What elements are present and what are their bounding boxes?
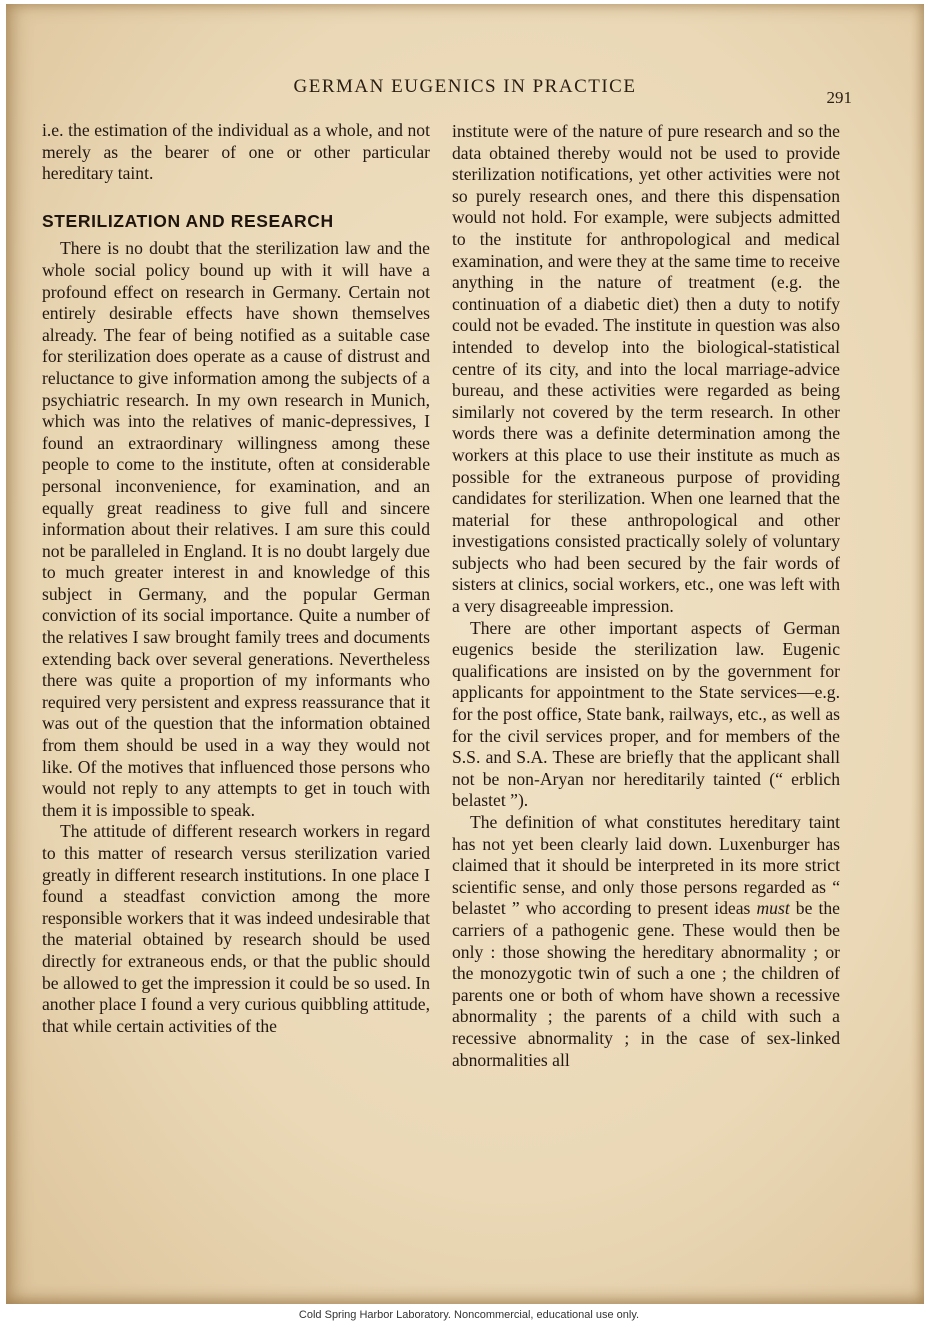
- section-heading: STERILIZATION AND RESEARCH: [42, 210, 334, 231]
- emphasized-word: must: [756, 898, 790, 919]
- paragraph-text: be the carriers of a pathogenic gene. These would then be only : those showing the hereditary abnormality ; or the monozygotic twin of such a one ; the children of parents one or both of whom have shown a recessive abnormality ; the parents of a child with such a recessive abnormality ; in the case of sex-linked abnormalities all: [452, 898, 840, 1070]
- body-paragraph: There are other important aspects of German eugenics beside the sterilization law. Eugenic qualifications are insisted on by the government for applicants for appointment to the State services—e.g. for the post office, State bank, railways, etc., as well as for the civil services proper, and for members of the S.S. and S.A. These are briefly that the applicant shall not be non-Aryan nor hereditarily tainted (“ erblich belastet ”).: [452, 617, 840, 811]
- archive-credit: Cold Spring Harbor Laboratory. Noncommercial, educational use only.: [298, 1309, 640, 1321]
- body-paragraph: There is no doubt that the sterilization law and the whole social policy bound up with it will have a profound effect on research in Germany. Certain not entirely desirable effects have shown themselves already. The fear of being notified as a suitable case for sterilization does operate as a cause of distrust and reluctance to give information among the subjects of a psychiatric research. In my own research in Munich, which was into the relatives of manic-depressives, I found an extraordinary willingness among these people to come to the institute, often at considerable personal inconvenience, for examination, and an equally great readiness to give full and sincere information about their relatives. I am sure this could not be paralleled in England. It is no doubt largely due to much greater interest in and knowledge of this subject in Germany, and the popular German conviction of its social importance. Quite a number of the relatives I saw brought family trees and documents extending back over several generations. Nevertheless there was quite a proportion of my informants who required very persistent and express reassurance that it was out of the question that the information obtained from them should be used in a way they would not like. Of the motives that influenced those persons who would not reply to any attempts to get in touch with them it is impossible to speak.: [42, 238, 430, 820]
- left-column: [42, 120, 430, 1037]
- continuation-paragraph: i.e. the estimation of the individual as a whole, and not merely as the bearer of one or other particular hereditary taint.: [42, 120, 430, 184]
- continuation-paragraph: institute were of the nature of pure research and so the data obtained thereby would not be used to provide sterilization notifications, yet other activities were not so purely research ones, and there this dispensation would not hold. For example, were subjects admitted to the institute for anthropological and medical examination, and were they at the same time to receive anything in the nature of treatment (e.g. the continuation of a diabetic diet) then a duty to notify could not be evaded. The institute in question was also intended to develop into the biological-statistical centre of its city, and into the local marriage-advice bureau, and these activities were regarded as being similarly not covered by the term research. In other words there was a definite determination among the workers at this place to use their institute as much as possible for the extraneous purpose of providing candidates for sterilization. When one learned that the material for these anthropological and other investigations consisted practically solely of voluntary subjects who had been secured by the fair words of sisters at clinics, social workers, etc., one was left with a very disagreeable impression.: [452, 121, 840, 617]
- body-paragraph: The attitude of different research workers in regard to this matter of research versus sterilization varied greatly in different research institutions. In one place I found a steadfast conviction among the more responsible workers that it was indeed undesirable that the material obtained by research should be used directly for extraneous ends, or that the public should be allowed to get the impression it could be so used. In another place I found a very curious quibbling attitude, that while certain activities of the: [42, 821, 430, 1036]
- running-title: GERMAN EUGENICS IN PRACTICE: [293, 76, 637, 97]
- page-number: 291: [826, 88, 852, 107]
- book-page: [6, 4, 924, 1304]
- body-paragraph: [452, 812, 840, 1071]
- right-column: [452, 121, 840, 1071]
- paragraph-text: The definition of what constitutes hereditary taint has not yet been clearly laid down. Luxenburger has claimed that it should be interpreted in its more strict scientific sense, and only those persons regarded as “ belastet ” who according to present ideas: [452, 812, 840, 919]
